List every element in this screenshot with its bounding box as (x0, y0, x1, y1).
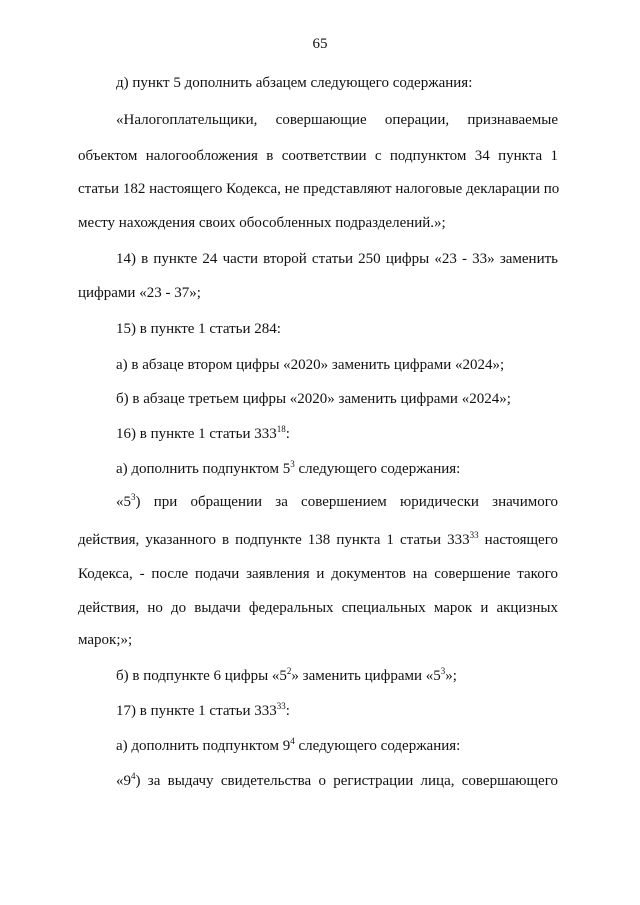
text-line: б) в абзаце третьем цифры «2020» заменить цифрами «2024»; (116, 391, 511, 407)
text-line: а) дополнить подпунктом $5^3$ следующего содержания: (116, 459, 461, 477)
text-line: объектом налогообложения в соответствии с подпунктом 34 пункта 1 (78, 148, 558, 164)
text-line: марок;»; (78, 632, 133, 648)
text-line: 17) в пункте 1 статьи $333^{33}$: (116, 701, 290, 719)
text-line: а) в абзаце втором цифры «2020» заменить цифрами «2024»; (116, 357, 505, 373)
text-line: 15) в пункте 1 статьи 284: (116, 321, 281, 337)
text-line: «Налогоплательщики, совершающие операции, признаваемые (116, 112, 558, 128)
text-line: действия, но до выдачи федеральных специальных марок и акцизных (78, 600, 558, 616)
text-line: д) пункт 5 дополнить абзацем следующего содержания: (116, 75, 473, 91)
text-line: б) в подпункте 6 цифры «$5^2$» заменить цифрами «$5^3$»; (116, 666, 457, 684)
text-line: «$9^4$) за выдачу свидетельства о регистрации лица, совершающего (116, 771, 558, 789)
text-line: статьи 182 настоящего Кодекса, не представляют налоговые декларации по (78, 181, 560, 197)
text-line: цифрами «23 - 37»; (78, 285, 201, 301)
text-line: 14) в пункте 24 части второй статьи 250 цифры «23 - 33» заменить (116, 251, 558, 267)
text-line: месту нахождения своих обособленных подразделений.»; (78, 215, 446, 231)
text-line: а) дополнить подпунктом $9^4$ следующего содержания: (116, 736, 461, 754)
text-line: действия, указанного в подпункте 138 пункта 1 статьи $333^{33}$ настоящего (78, 530, 558, 548)
text-line: Кодекса, - после подачи заявления и документов на совершение такого (78, 566, 558, 582)
text-line: 16) в пункте 1 статьи $333^{18}$: (116, 424, 290, 442)
text-line: «$5^3$) при обращении за совершением юридически значимого (116, 492, 558, 510)
page-number: 65 (312, 36, 328, 52)
